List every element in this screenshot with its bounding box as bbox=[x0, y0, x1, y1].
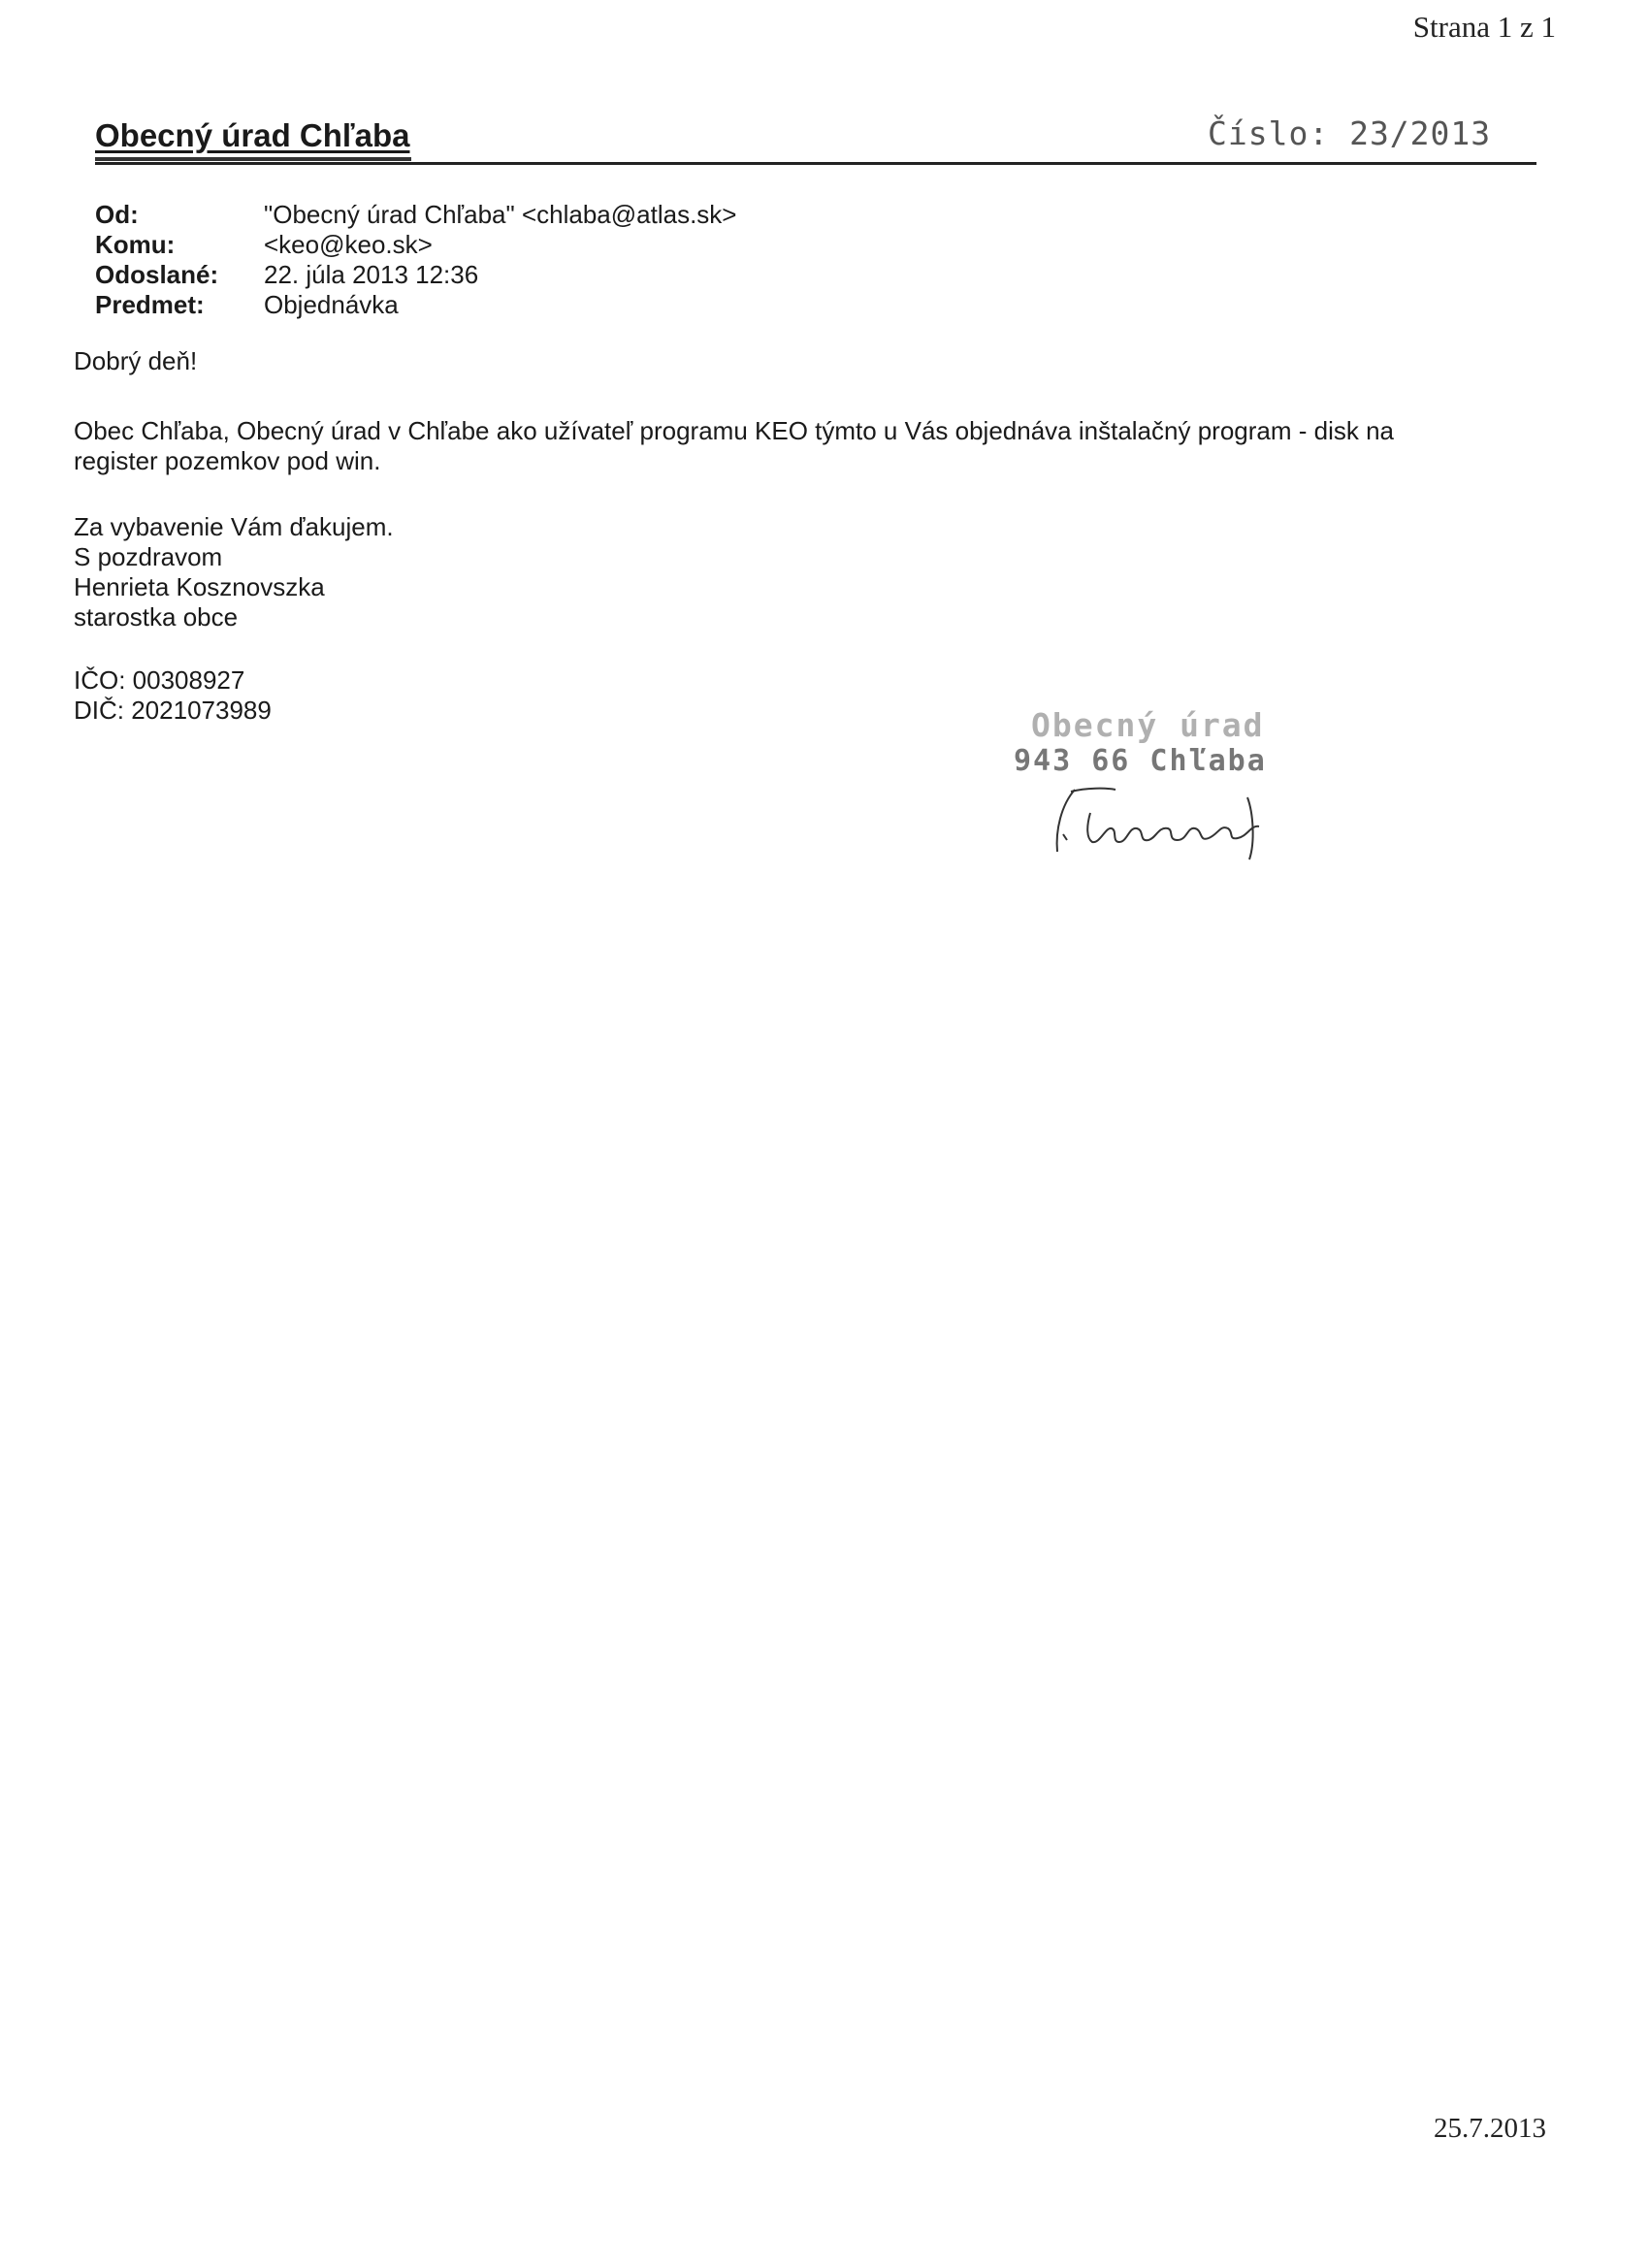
office-stamp bbox=[1014, 706, 1267, 778]
body-paragraph bbox=[74, 416, 1394, 476]
meta-row-sent bbox=[95, 260, 737, 290]
sender-role: starostka obce bbox=[74, 602, 239, 632]
stamp-line1: Obecný úrad bbox=[1031, 706, 1265, 744]
closing-line: S pozdravom bbox=[74, 542, 223, 571]
title-underline bbox=[95, 157, 411, 161]
meta-label-to: Komu: bbox=[95, 230, 176, 259]
company-ids bbox=[74, 665, 272, 726]
meta-row-subject bbox=[95, 290, 737, 320]
body-paragraph-line1: Obec Chľaba, Obecný úrad v Chľabe ako užívateľ programu KEO týmto u Vás objednáva inštalačný program - disk na bbox=[74, 416, 1395, 445]
meta-label-from: Od: bbox=[95, 200, 139, 229]
page-number: Strana 1 z 1 bbox=[1412, 10, 1556, 44]
email-meta-table bbox=[95, 200, 737, 320]
meta-label-sent: Odoslané: bbox=[95, 260, 219, 289]
dic-line: DIČ: 2021073989 bbox=[74, 696, 272, 725]
footer-date: 25.7.2013 bbox=[1434, 2113, 1546, 2144]
thanks-line: Za vybavenie Vám ďakujem. bbox=[74, 512, 394, 541]
meta-row-to bbox=[95, 230, 737, 260]
meta-value-from: "Obecný úrad Chľaba" <chlaba@atlas.sk> bbox=[264, 200, 737, 229]
handwritten-signature bbox=[1048, 784, 1300, 861]
meta-label-subject: Predmet: bbox=[95, 290, 205, 319]
meta-value-subject: Objednávka bbox=[264, 290, 399, 319]
document-number: Číslo: 23/2013 bbox=[1208, 114, 1492, 152]
header-rule bbox=[95, 162, 1536, 165]
stamp-line2: 943 66 Chľaba bbox=[1014, 744, 1267, 778]
signature-block bbox=[74, 512, 394, 632]
sender-header-title: Obecný úrad Chľaba bbox=[95, 117, 410, 153]
body-paragraph-line2: register pozemkov pod win. bbox=[74, 446, 381, 475]
sender-name: Henrieta Kosznovszka bbox=[74, 572, 325, 601]
meta-value-to: <keo@keo.sk> bbox=[264, 230, 433, 259]
greeting: Dobrý deň! bbox=[74, 346, 198, 375]
meta-row-from bbox=[95, 200, 737, 230]
ico-line: IČO: 00308927 bbox=[74, 665, 245, 695]
meta-value-sent: 22. júla 2013 12:36 bbox=[264, 260, 479, 289]
